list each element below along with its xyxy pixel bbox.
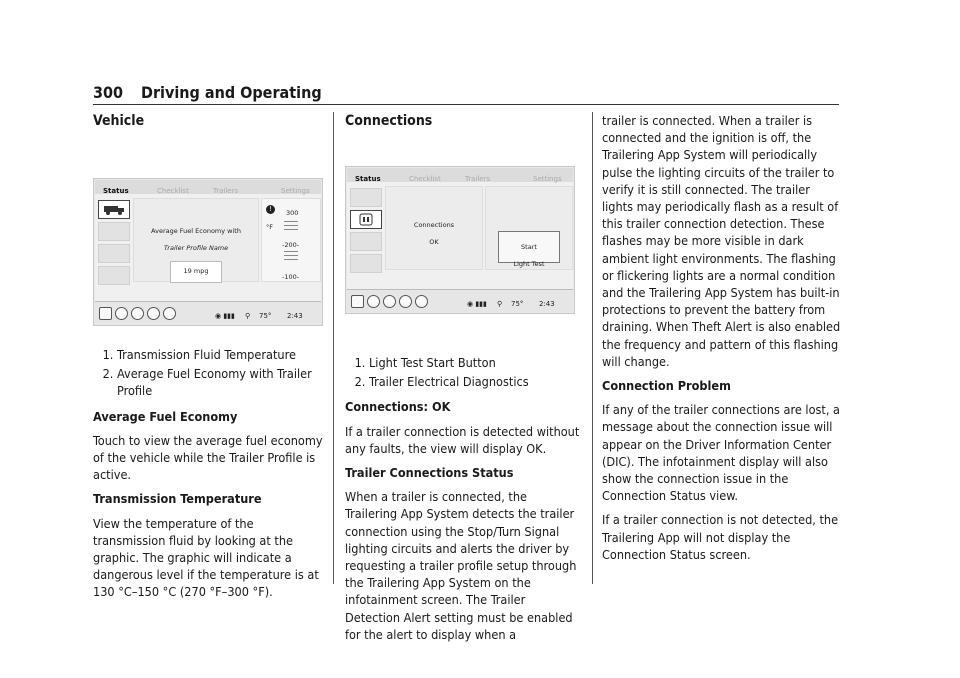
sidebar-item-vehicle[interactable] [98, 200, 130, 219]
start-light-test-button[interactable] [498, 231, 560, 269]
heading-connections: Connections [345, 113, 433, 129]
header-rule [93, 104, 839, 105]
page-number: 300 [93, 83, 124, 102]
screen-tabs [347, 168, 573, 182]
sidebar-item-trailer[interactable] [350, 232, 382, 251]
sidebar-item-trailer[interactable] [98, 244, 130, 263]
paragraph: View the temperature of the transmission fluid by looking at the graphic. The graphic will indicate a dangerous level if the temperature is at 130 °C–150 °C (270 °F–300 °F). [93, 515, 319, 600]
callout-item: 2. Trailer Electrical Diagnostics [369, 373, 580, 390]
phone-icon[interactable] [115, 307, 128, 320]
tab-status[interactable]: Status [103, 187, 129, 195]
sidebar-item-lights[interactable] [350, 254, 382, 273]
paragraph: If any of the trailer connections are lost, a message about the connection issue will appear on the Driver Information Center (DIC). The infotainment display will also show the connection issue in the Connection Status view. [602, 402, 840, 504]
subheading-connection-problem: Connection Problem [602, 378, 731, 394]
subheading-connections-ok: Connections: OK [345, 399, 451, 415]
connections-status-panel [385, 186, 483, 270]
plug-icon [351, 211, 381, 228]
tab-checklist[interactable]: Checklist [409, 175, 441, 183]
tab-settings[interactable]: Settings [533, 175, 562, 183]
connections-screen-figure [345, 166, 575, 314]
light-test-panel [485, 186, 573, 270]
location-icon: ⚲ [497, 300, 503, 308]
status-temp: 75° [259, 312, 272, 320]
paragraph: trailer is connected. When a trailer is connected and the ignition is off, the Trailering App System will periodically pulse the lighting circuits of the trailer to verify it is still connected. The trailer lights may periodically flash as a result of this trailer connection detection. These flashes may be more visible in dark ambient light environments. The flashing or flickering lights are a normal condition and the Trailering App System has built-in protections to prevent the battery from draining. When Theft Alert is also enabled the frequency and pattern of this flashing will change. [602, 113, 841, 369]
fuel-economy-panel[interactable] [133, 198, 259, 282]
gauge-low-label: -100- [282, 273, 300, 281]
sidebar-item-connections[interactable] [98, 222, 130, 241]
gauge-top-label: 300 [286, 209, 299, 217]
transmission-temp-gauge[interactable] [261, 198, 321, 282]
warning-icon: ! [266, 205, 275, 214]
status-bar [347, 289, 573, 312]
heading-vehicle: Vehicle [93, 113, 145, 129]
figure-callouts [93, 346, 325, 400]
callout-item: 2. Average Fuel Economy with Trailer Profile [117, 365, 325, 399]
phone-icon[interactable] [367, 295, 380, 308]
column-vehicle [93, 112, 325, 608]
tab-trailers[interactable]: Trailers [465, 175, 491, 183]
infotainment-screen [347, 168, 573, 312]
paragraph: If a trailer connection is detected without any faults, the view will display OK. [345, 423, 580, 456]
column-continued [602, 112, 842, 570]
status-temp: 75° [511, 300, 524, 308]
vehicle-screen-figure [93, 178, 323, 326]
column-divider [333, 112, 334, 584]
paragraph: If a trailer connection is not detected, the Trailering App will not display the Connection Status screen. [602, 512, 839, 562]
connections-value: OK [429, 238, 439, 247]
nav-icon[interactable] [131, 307, 144, 320]
subheading-transmission: Transmission Temperature [93, 491, 262, 507]
status-time: 2:43 [287, 312, 303, 320]
sidebar-item-vehicle[interactable] [350, 188, 382, 207]
home-icon[interactable] [99, 307, 112, 320]
gauge-unit: °F [266, 223, 273, 231]
start-label: Start [521, 243, 537, 251]
settings-icon[interactable] [163, 307, 176, 320]
column-connections [345, 112, 580, 650]
callout-item: 1. Transmission Fluid Temperature [117, 346, 325, 363]
callout-item: 1. Light Test Start Button [369, 354, 580, 371]
paragraph: When a trailer is connected, the Trailering App System detects the trailer connection using the Stop/Turn Signal lighting circuits and alerts the driver by requesting a trailer profile setup through the Trailering App System on the infotainment screen. The Trailer Detection Alert setting must be enabled for the alert to display when a [345, 489, 577, 642]
app-icon[interactable] [147, 307, 160, 320]
status-time: 2:43 [539, 300, 555, 308]
sidebar-item-connections[interactable] [350, 210, 382, 229]
location-icon: ⚲ [245, 312, 251, 320]
nav-icon[interactable] [383, 295, 396, 308]
app-icon[interactable] [399, 295, 412, 308]
subheading-fuel-economy: Average Fuel Economy [93, 408, 238, 424]
settings-icon[interactable] [415, 295, 428, 308]
tab-checklist[interactable]: Checklist [157, 187, 189, 195]
tab-settings[interactable]: Settings [281, 187, 310, 195]
fuel-value: 19 mpg [170, 261, 222, 282]
tab-trailers[interactable]: Trailers [213, 187, 239, 195]
status-bar [95, 301, 321, 324]
column-divider [592, 112, 593, 584]
truck-icon [99, 201, 129, 218]
section-title: Driving and Operating [141, 83, 322, 102]
signal-icon: ◉ ▮▮▮ [215, 312, 235, 320]
light-test-label: Light Test [513, 260, 545, 269]
signal-icon: ◉ ▮▮▮ [467, 300, 487, 308]
fuel-panel-title: Average Fuel Economy with [151, 227, 241, 235]
figure-callouts [345, 354, 580, 390]
tab-status[interactable]: Status [355, 175, 381, 183]
home-icon[interactable] [351, 295, 364, 308]
subheading-connections-status: Trailer Connections Status [345, 465, 514, 481]
paragraph: Touch to view the average fuel economy of the vehicle while the Trailer Profile is active. [93, 432, 323, 483]
gauge-mid-label: -200- [282, 241, 300, 249]
infotainment-screen [95, 180, 321, 324]
screen-tabs [95, 180, 321, 194]
sidebar-item-lights[interactable] [98, 266, 130, 285]
page-header [93, 83, 839, 105]
connections-label: Connections [413, 221, 455, 229]
fuel-panel-subtitle: Trailer Profile Name [163, 244, 229, 253]
